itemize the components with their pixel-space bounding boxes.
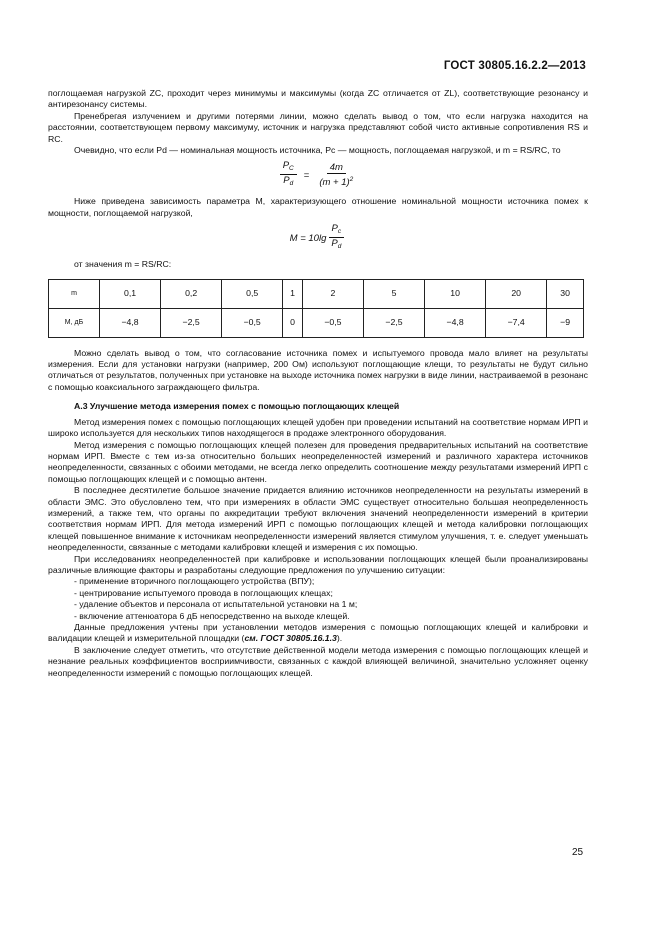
- paragraph-12: В заключение следует отметить, что отсутствие действенной модели метода измерения с помощью поглощающих клещей и незнание реальных коэффициентов восприимчивости, связанных с каждой влияющей величиной, значительно усложняет оценку неопределенности измерений с помощью поглощающих клещей.: [48, 644, 588, 678]
- table-cell: 1: [283, 279, 303, 308]
- formula-1-rhs-den-sup: 2: [349, 175, 354, 183]
- paragraph-1: поглощаемая нагрузкой ZC, проходит через минимумы и максимумы (когда ZC отличается от ZL), соответствующие резонансу и антирезонансу системы.: [48, 88, 588, 110]
- paragraph-4: Ниже приведена зависимость параметра M, характеризующего отношение номинальной мощности источника помех к мощности, поглощаемой нагрузкой,: [48, 196, 588, 218]
- page-number: 25: [572, 847, 584, 858]
- table-cell: 2: [302, 279, 363, 308]
- formula-2-num: P: [331, 223, 338, 235]
- m-values-table: [48, 279, 584, 338]
- paragraph-5: от значения m = RS/RC:: [74, 259, 172, 270]
- table-cell: 0,5: [222, 279, 283, 308]
- formula-m-parameter: [48, 223, 588, 253]
- paragraph-11-text: Данные предложения учтены при установлении методов измерения с помощью поглощающих клещей и калибровки и валидации клещей и измерительной площадки (: [48, 622, 588, 644]
- formula-1-lhs-num: P: [282, 160, 290, 172]
- paragraph-3: Очевидно, что если Pd — номинальная мощность источника, Pc — мощность, поглощаемая нагрузкой, и m = RS/RC, то: [74, 145, 561, 156]
- formula-1-rhs: [316, 162, 356, 189]
- paragraph-2: Пренебрегая излучением и другими потерями линии, можно сделать вывод о том, что если нагрузка находится на расстоянии, соответствующем первому максимуму, источник и нагрузка представляют собой чисто активные сопротивления RS и RC.: [48, 110, 588, 144]
- list-item: - удаление объектов и персонала от испытательной установки на 1 м;: [74, 599, 358, 610]
- table-cell: −9: [547, 308, 584, 337]
- table-row-header-M: M, дБ: [49, 308, 100, 337]
- formula-power-ratio: [48, 160, 588, 190]
- standard-reference-link: см. ГОСТ 30805.16.1.3: [244, 633, 337, 644]
- table-cell: −0,5: [302, 308, 363, 337]
- list-item: - центрирование испытуемого провода в поглощающих клещах;: [74, 587, 333, 598]
- formula-2-den-sub: d: [337, 243, 342, 251]
- table-cell: −0,5: [222, 308, 283, 337]
- table-row: [49, 308, 584, 337]
- paragraph-10: При исследованиях неопределенностей при калибровке и использовании поглощающих клещей были проанализированы различные влияющие факторы и разработаны следующие предложения по улучшению ситуации:: [48, 553, 588, 575]
- list-item: - применение вторичного поглощающего устройства (ВПУ);: [74, 576, 315, 587]
- paragraph-7: Метод измерения помех с помощью поглощающих клещей удобен при проведении испытаний на соответствие нормам ИРП и широко используется для нескольких типов находящегося в продаже электронного оборудования.: [48, 416, 588, 439]
- section-heading-a3: А.3 Улучшение метода измерения помех с помощью поглощающих клещей: [74, 401, 400, 412]
- paragraph-11-end: ).: [336, 633, 343, 644]
- formula-1-lhs-den-sub: d: [289, 180, 294, 188]
- formula-2-den: P: [331, 238, 338, 250]
- formula-1-equals: =: [303, 169, 310, 181]
- formula-2-num-sub: c: [337, 228, 342, 236]
- table-cell: −2,5: [161, 308, 222, 337]
- table-cell: 10: [425, 279, 486, 308]
- table-row: [49, 279, 584, 308]
- paragraph-9: В последнее десятилетие большое значение придается влиянию источников неопределенности на результаты измерений в области ЭМС. Это обусловлено тем, что при измерениях в области ЭМС существует относительно большая неопределенность измерений, а также тем, что органы по аккредитации требуют включения значений неопределенности измерений в критерии соответствия нормам ИРП. Для метода измерений ИРП с помощью поглощающих клещей и метода калибровки поглощающих клещей повышенное внимание к источникам неопределенности измерений является стимулом улучшения, т. е. следует уменьшать неопределенности, связанные с методами калибровки клещей и измерения с их помощью.: [48, 485, 588, 553]
- paragraph-11: [48, 622, 588, 645]
- table-cell: 5: [363, 279, 424, 308]
- paragraph-8: Метод измерения с помощью поглощающих клещей полезен для проведения предварительных испытаний на соответствие нормам ИРП. Вместе с тем из-за относительно больших неопределенностей измерений и различного характера источников неопределенности, связанных с обоими методами, не всегда легко определить соотношение между результатами измерений ИРП с помощью поглощающих клещей и с помощью антенн.: [48, 439, 588, 484]
- formula-2-lhs: M = 10lg: [289, 232, 327, 244]
- paragraph-6: Можно сделать вывод о том, что согласование источника помех и испытуемого провода мало влияет на результаты измерения. Если для установки нагрузки (например, 200 Ом) используют поглощающие клещи, то результаты не будут сильно отличаться от результатов, полученных при установке на выходе источника помех нагрузки в виде линии, настраиваемой в резонанс с помощью коаксиального заграждающего фильтра.: [48, 347, 588, 392]
- table-cell: 0,1: [100, 279, 161, 308]
- list-item: - включение аттенюатора 6 дБ непосредственно на выходе клещей.: [74, 610, 350, 621]
- table-cell: −4,8: [100, 308, 161, 337]
- table-cell: 30: [547, 279, 584, 308]
- formula-1-lhs-den: P: [283, 175, 290, 187]
- formula-1-rhs-den: (m + 1): [319, 176, 350, 188]
- formula-1-lhs: [280, 160, 297, 190]
- standard-header: ГОСТ 30805.16.2.2—2013: [443, 60, 586, 72]
- table-cell: −4,8: [425, 308, 486, 337]
- page-body: [48, 88, 588, 679]
- formula-1-lhs-num-sub: C: [289, 165, 294, 173]
- formula-2-fraction: [328, 223, 344, 253]
- table-cell: 0: [283, 308, 303, 337]
- table-cell: −7,4: [486, 308, 547, 337]
- table-row-header-m: m: [49, 279, 100, 308]
- formula-1-rhs-num: 4m: [327, 162, 346, 174]
- table-cell: 20: [486, 279, 547, 308]
- table-cell: 0,2: [161, 279, 222, 308]
- table-cell: −2,5: [363, 308, 424, 337]
